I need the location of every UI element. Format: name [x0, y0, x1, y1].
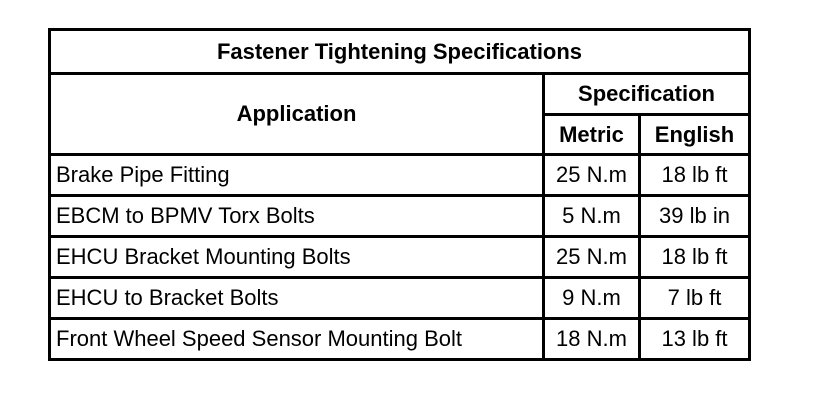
- table-title: Fastener Tightening Specifications: [50, 30, 750, 74]
- table-row: [50, 319, 750, 360]
- metric-cell: 5 N.m: [544, 196, 640, 237]
- english-cell: 18 lb ft: [640, 155, 750, 196]
- table-row: [50, 237, 750, 278]
- specification-header: Specification: [544, 74, 750, 115]
- english-cell: 18 lb ft: [640, 237, 750, 278]
- metric-cell: 9 N.m: [544, 278, 640, 319]
- application-header: Application: [50, 74, 544, 155]
- table-row: [50, 196, 750, 237]
- application-cell: EBCM to BPMV Torx Bolts: [50, 196, 544, 237]
- application-cell: Front Wheel Speed Sensor Mounting Bolt: [50, 319, 544, 360]
- application-cell: EHCU to Bracket Bolts: [50, 278, 544, 319]
- metric-cell: 18 N.m: [544, 319, 640, 360]
- application-cell: Brake Pipe Fitting: [50, 155, 544, 196]
- english-cell: 39 lb in: [640, 196, 750, 237]
- metric-cell: 25 N.m: [544, 237, 640, 278]
- fastener-spec-table: [48, 28, 751, 361]
- title-row: [50, 30, 750, 74]
- header-row-1: [50, 74, 750, 115]
- table-row: [50, 155, 750, 196]
- table-row: [50, 278, 750, 319]
- metric-header: Metric: [544, 115, 640, 155]
- english-cell: 13 lb ft: [640, 319, 750, 360]
- english-cell: 7 lb ft: [640, 278, 750, 319]
- application-cell: EHCU Bracket Mounting Bolts: [50, 237, 544, 278]
- metric-cell: 25 N.m: [544, 155, 640, 196]
- english-header: English: [640, 115, 750, 155]
